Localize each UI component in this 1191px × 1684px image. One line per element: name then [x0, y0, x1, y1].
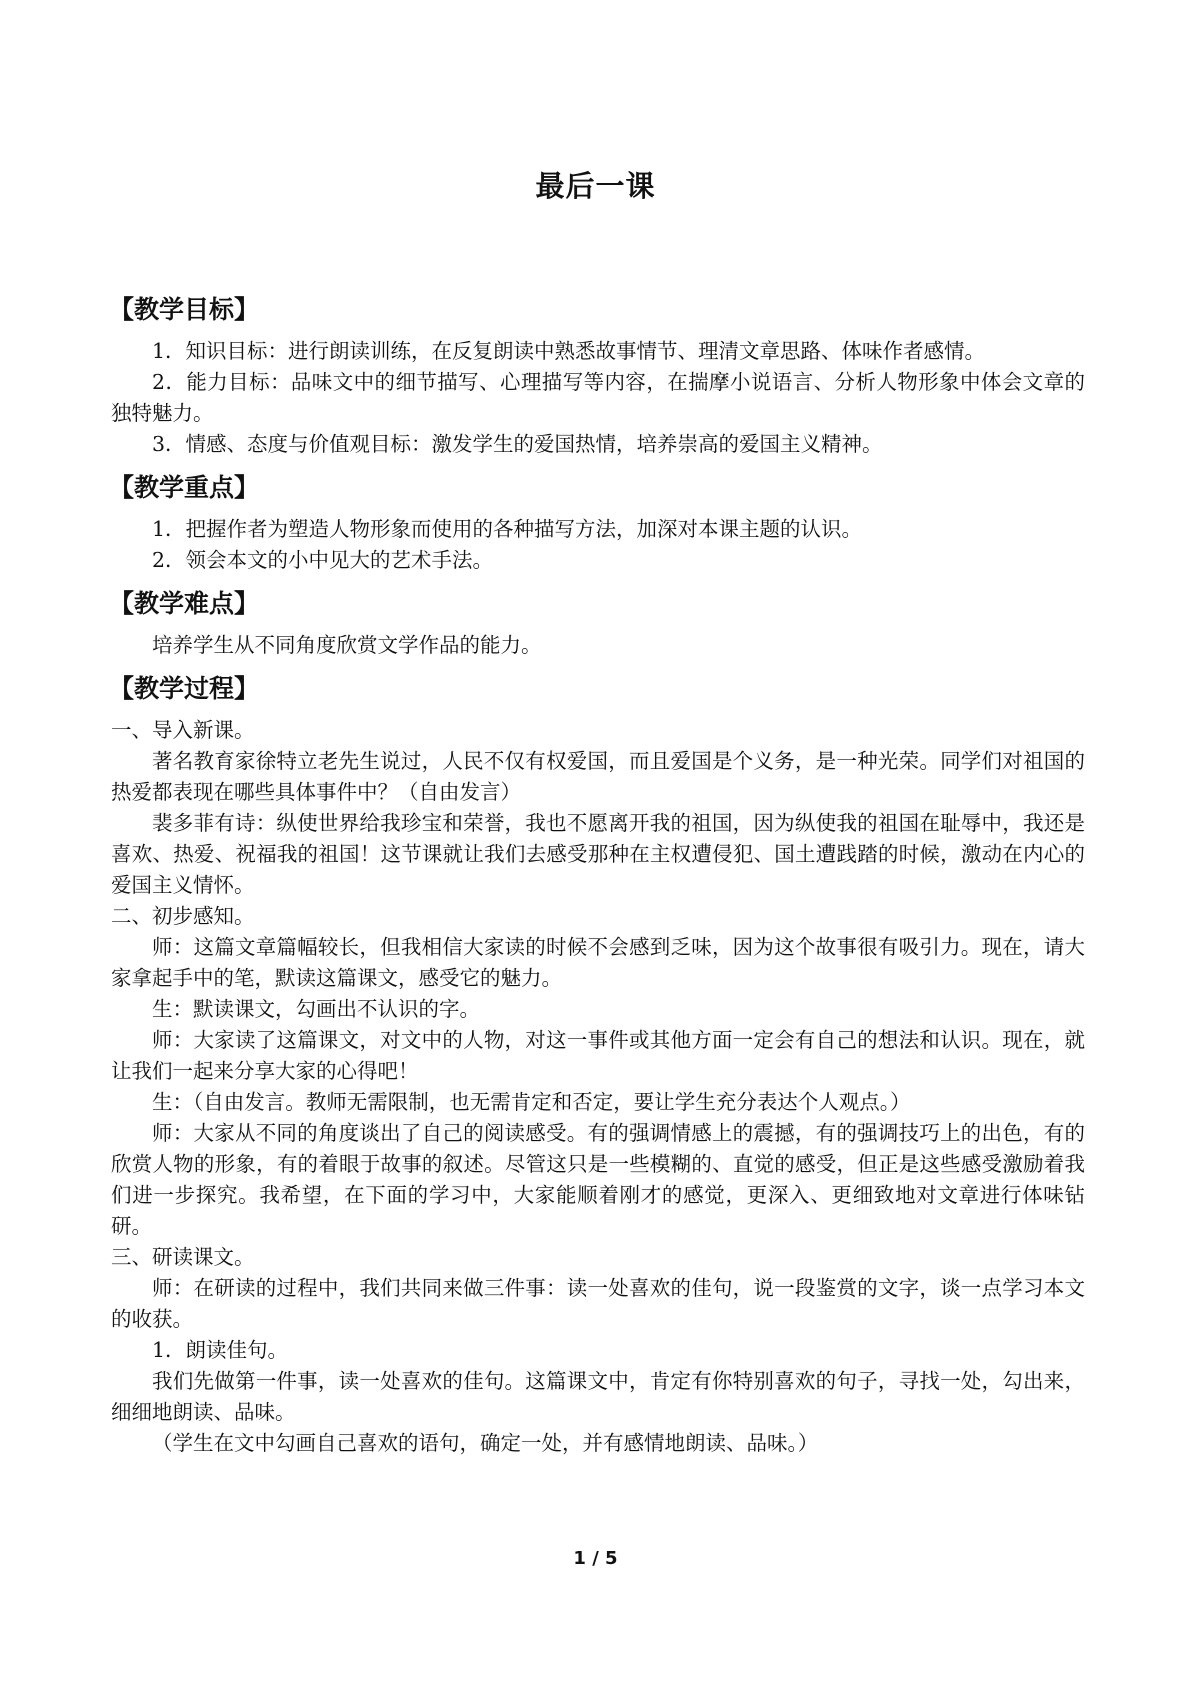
process-paragraph: （学生在文中勾画自己喜欢的语句，确定一处，并有感情地朗读、品味。） [152, 1431, 819, 1455]
goal-item: 1．知识目标：进行朗读训练，在反复朗读中熟悉故事情节、理清文章思路、体味作者感情。 [152, 339, 986, 363]
document-body [111, 290, 1085, 1459]
difficulty-item: 培养学生从不同角度欣赏文学作品的能力。 [152, 633, 542, 657]
section-heading-process: 【教学过程】 [109, 674, 260, 703]
page-total: 5 [605, 1548, 618, 1569]
goal-item: 2．能力目标：品味文中的细节描写、心理描写等内容，在揣摩小说语言、分析人物形象中体会文章的独特魅力。 [111, 370, 1085, 425]
process-paragraph: 生：默读课文，勾画出不认识的字。 [152, 997, 480, 1021]
page-number [0, 1546, 1191, 1572]
process-paragraph: 我们先做第一件事，读一处喜欢的佳句。这篇课文中，肯定有你特别喜欢的句子，寻找一处，勾出来，细细地朗读、品味。 [111, 1369, 1085, 1424]
process-paragraph: 师：这篇文章篇幅较长，但我相信大家读的时候不会感到乏味，因为这个故事很有吸引力。现在，请大家拿起手中的笔，默读这篇课文，感受它的魅力。 [111, 935, 1085, 990]
process-part-heading: 二、初步感知。 [111, 904, 255, 928]
page-separator: / [585, 1548, 606, 1569]
page-title: 最后一课 [535, 169, 656, 203]
section-heading-keypoints: 【教学重点】 [109, 473, 260, 502]
section-heading-goals: 【教学目标】 [109, 295, 260, 324]
section-heading-difficulty: 【教学难点】 [109, 589, 260, 618]
process-paragraph: 裴多菲有诗：纵使世界给我珍宝和荣誉，我也不愿离开我的祖国，因为纵使我的祖国在耻辱中，我还是喜欢、热爱、祝福我的祖国！这节课就让我们去感受那种在主权遭侵犯、国土遭践踏的时候，激动在内心的爱国主义情怀。 [111, 811, 1085, 897]
keypoint-item: 2．领会本文的小中见大的艺术手法。 [152, 548, 494, 572]
goal-item: 3．情感、态度与价值观目标：激发学生的爱国热情，培养崇高的爱国主义精神。 [152, 432, 883, 456]
page-current: 1 [573, 1548, 586, 1569]
process-paragraph: 师：大家从不同的角度谈出了自己的阅读感受。有的强调情感上的震撼，有的强调技巧上的出色，有的欣赏人物的形象，有的着眼于故事的叙述。尽管这只是一些模糊的、直觉的感受，但正是这些感受激励着我们进一步探究。我希望，在下面的学习中，大家能顺着刚才的感觉，更深入、更细致地对文章进行体味钻研。 [111, 1121, 1085, 1238]
process-paragraph: 生：（自由发言。教师无需限制，也无需肯定和否定，要让学生充分表达个人观点。） [152, 1090, 911, 1114]
process-part-heading: 一、导入新课。 [111, 718, 255, 742]
process-paragraph: 著名教育家徐特立老先生说过，人民不仅有权爱国，而且爱国是个义务，是一种光荣。同学们对祖国的热爱都表现在哪些具体事件中？（自由发言） [111, 749, 1085, 804]
process-part-heading: 三、研读课文。 [111, 1245, 255, 1269]
keypoint-item: 1．把握作者为塑造人物形象而使用的各种描写方法，加深对本课主题的认识。 [152, 517, 863, 541]
process-paragraph: 1．朗读佳句。 [152, 1338, 289, 1362]
process-paragraph: 师：在研读的过程中，我们共同来做三件事：读一处喜欢的佳句，说一段鉴赏的文字，谈一点学习本文的收获。 [111, 1276, 1085, 1331]
process-paragraph: 师：大家读了这篇课文，对文中的人物，对这一事件或其他方面一定会有自己的想法和认识。现在，就让我们一起来分享大家的心得吧！ [111, 1028, 1085, 1083]
